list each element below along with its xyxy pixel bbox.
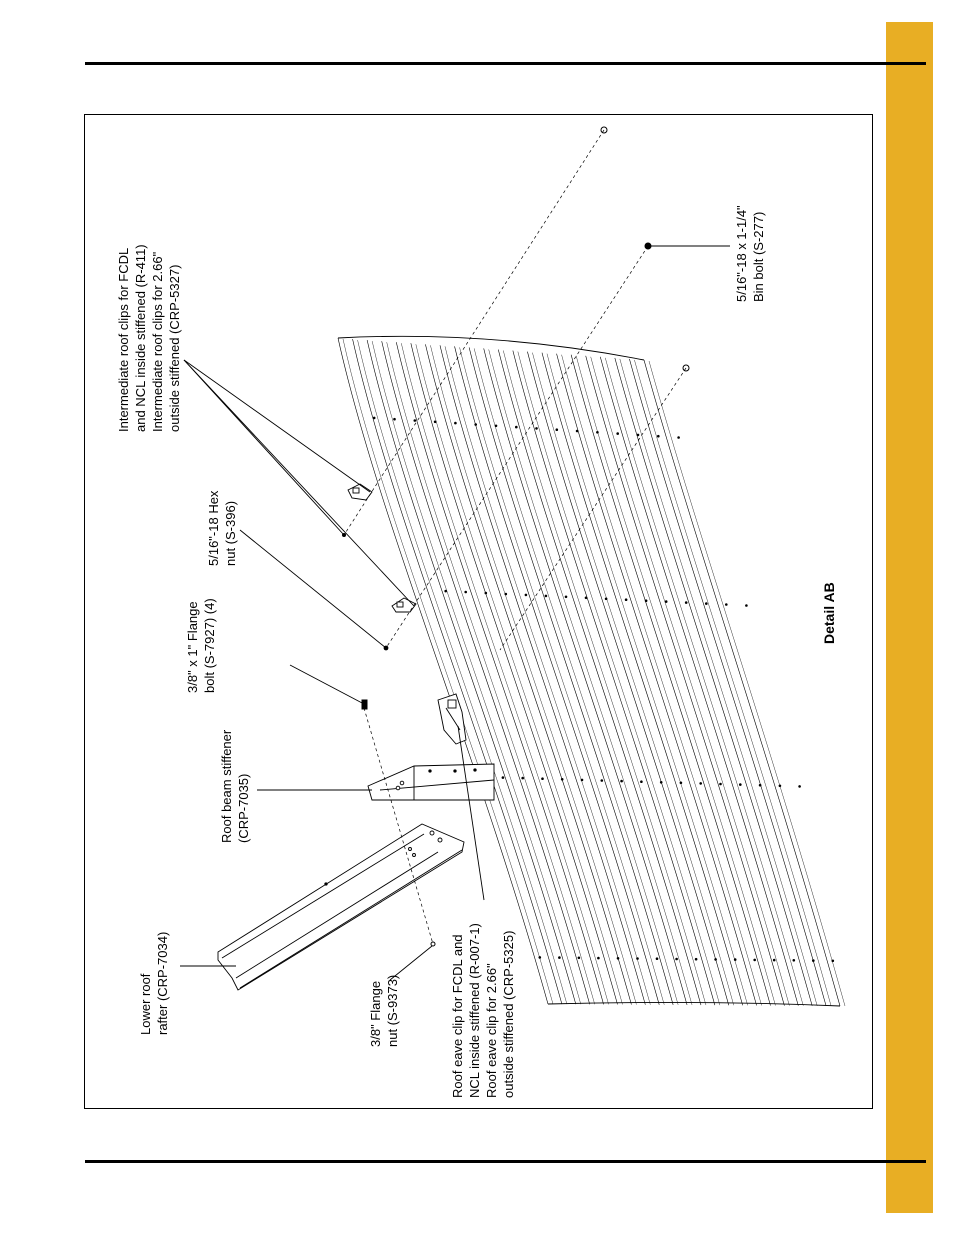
panel-bolt-hole <box>645 599 648 602</box>
panel-corrugation-line <box>644 360 840 1006</box>
panel-bolt-hole <box>705 602 708 605</box>
panel-bolt-hole <box>675 958 678 961</box>
panel-bolt-hole <box>556 428 559 431</box>
panel-bolt-hole <box>759 784 762 787</box>
panel-bolt-hole <box>773 959 776 962</box>
panel-bolt-hole <box>561 778 564 781</box>
panel-bolt-hole <box>779 785 782 788</box>
panel-corrugation-line <box>542 353 743 1006</box>
panel-bolt-hole <box>565 596 568 599</box>
panel-bolt-hole <box>505 593 508 596</box>
panel-bolt-hole <box>739 783 742 786</box>
panel-bolt-hole <box>454 422 457 425</box>
panel-bolt-hole <box>640 780 643 783</box>
panel-bolt-hole <box>616 432 619 435</box>
flange-bolt <box>362 700 367 709</box>
panel-corrugation-line <box>503 351 706 1006</box>
panel-corrugation-line <box>498 350 701 1006</box>
panel-bolt-hole <box>545 595 548 598</box>
panel-bolt-hole <box>414 419 417 422</box>
panel-bolt-hole <box>660 781 663 784</box>
panel-bolt-hole <box>734 958 737 961</box>
panel-bolt-hole <box>699 782 702 785</box>
panel-corrugation-line <box>586 356 785 1006</box>
panel-corrugation-line <box>600 357 798 1006</box>
panel-corrugation-line <box>620 359 817 1006</box>
panel-bolt-hole <box>525 594 528 597</box>
panel-corrugation-line <box>474 348 678 1004</box>
label-flange-nut: 3/8" Flange nut (S-9373) <box>368 974 400 1047</box>
panel-bolt-hole <box>793 959 796 962</box>
panel-bolt-hole <box>637 434 640 437</box>
panel-bolt-hole <box>625 598 628 601</box>
panel-bolt-hole <box>515 426 518 429</box>
label-bin-bolt: 5/16"-18 x 1-1/4" Bin bolt (S-277) <box>734 205 766 302</box>
panel-bolt-hole <box>719 783 722 786</box>
panel-bolt-hole <box>680 782 683 785</box>
panel-corrugation-line <box>372 341 581 1004</box>
panel-bolt-hole <box>685 601 688 604</box>
panel-bolt-hole <box>434 421 437 424</box>
label-roof-eave-clip: Roof eave clip for FCDL and NCL inside stiffened (R-007-1) Roof eave clip for 2.66" outside stiffened (CRP-5325) <box>450 923 516 1098</box>
panel-corrugation-line <box>576 356 775 1006</box>
flange-nut <box>431 942 435 946</box>
panel-bolt-hole <box>695 958 698 961</box>
panel-bolt-hole <box>558 956 561 959</box>
panel-bolt-hole <box>578 957 581 960</box>
panel-corrugation-line <box>460 347 665 1004</box>
lower-roof-rafter-part <box>218 824 464 990</box>
panel-bolt-hole <box>714 958 717 961</box>
roof-beam-stiffener-part <box>368 764 494 800</box>
panel-bolt-hole <box>665 600 668 603</box>
panel-bolt-hole <box>636 957 639 960</box>
intermediate-roof-clip-upper <box>348 484 372 500</box>
panel-bolt-hole <box>605 598 608 601</box>
panel-corrugation-line <box>455 346 660 1004</box>
panel-bolt-hole <box>596 431 599 434</box>
panel-bolt-hole <box>541 777 544 780</box>
panel-bolt-hole <box>581 779 584 782</box>
panel-bolt-hole <box>485 592 488 595</box>
panel-bolt-hole <box>539 956 542 959</box>
panel-bolt-hole <box>677 436 680 439</box>
detail-title: Detail AB <box>821 582 837 644</box>
panel-corrugation-line <box>358 340 567 1004</box>
panel-corrugation-line <box>353 339 562 1004</box>
panel-corrugation-line <box>387 342 595 1004</box>
panel-bolt-hole <box>597 957 600 960</box>
panel-bolt-hole <box>745 604 748 607</box>
panel-bolt-hole <box>373 417 376 420</box>
panel-edge <box>338 336 644 360</box>
panel-bolt-hole <box>576 430 579 433</box>
label-roof-beam-stiffener: Roof beam stiffener (CRP-7035) <box>219 729 251 843</box>
label-lower-roof-rafter: Lower roof rafter (CRP-7034) <box>138 931 170 1035</box>
panel-bolt-hole <box>585 597 588 600</box>
panel-bolt-hole <box>535 427 538 430</box>
panel-edge <box>548 1002 840 1006</box>
panel-bolt-hole <box>620 780 623 783</box>
label-hex-nut: 5/16"-18 Hex nut (S-396) <box>206 490 238 566</box>
panel-bolt-hole <box>464 591 467 594</box>
panel-corrugation-line <box>532 353 733 1006</box>
panel-bolt-hole <box>657 435 660 438</box>
panel-corrugation-line <box>591 357 790 1006</box>
panel-corrugation-line <box>401 343 608 1004</box>
panel-bolt-hole <box>617 957 620 960</box>
panel-bolt-hole <box>393 418 396 421</box>
panel-bolt-hole <box>832 960 835 963</box>
panel-corrugation-line <box>615 358 812 1006</box>
panel-bolt-hole <box>474 423 477 426</box>
panel-bolt-hole <box>753 959 756 962</box>
panel-corrugation-line <box>547 354 748 1006</box>
panel-bolt-hole <box>725 603 728 606</box>
label-intermediate-roof-clips: Intermediate roof clips for FCDL and NCL inside stiffened (R-411) Intermediate roof clips for 2.66" outside stiffened (CRP-5327) <box>116 244 182 432</box>
label-flange-bolt: 3/8" x 1" Flange bolt (S-7927) (4) <box>185 598 217 693</box>
leader-lines <box>180 246 730 980</box>
intermediate-roof-clip-lower <box>392 598 416 612</box>
panel-corrugation-line <box>605 358 803 1006</box>
panel-bolt-hole <box>502 776 505 779</box>
panel-bolt-hole <box>601 779 604 782</box>
panel-bolt-hole <box>812 959 815 962</box>
panel-corrugation-line <box>484 348 687 1004</box>
panel-corrugation-line <box>396 342 603 1004</box>
panel-corrugation-line <box>649 361 845 1006</box>
roof-eave-clip-part <box>438 694 466 744</box>
panel-corrugation-line <box>469 347 673 1004</box>
panel-bolt-hole <box>444 590 447 593</box>
panel-bolt-hole <box>798 785 801 788</box>
panel-bolt-hole <box>656 957 659 960</box>
panel-bolt-hole <box>521 777 524 780</box>
roof-panel <box>338 336 845 1006</box>
panel-bolt-hole <box>495 425 498 428</box>
